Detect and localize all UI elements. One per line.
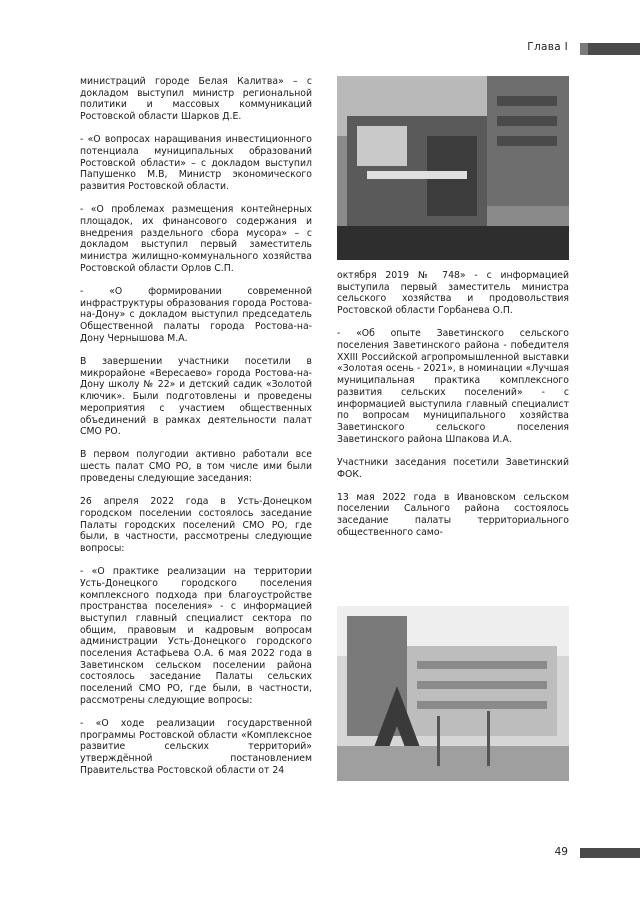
paragraph: - «Об опыте Заветинского сельского поселения Заветинского района - победителя XXIII Российской агропромышленной выставки «Золотая осень - 2021», в номинации «Лучшая муниципальная практика комплексного развития сельских поселений» - с информацией выступила главный специалист по вопросам муниципального хозяйства Заветинского сельского поселения Заветинского района Шпакова И.А. bbox=[337, 328, 569, 445]
paragraph: - «О проблемах размещения контейнерных площадок, их финансового содержания и внедрения раздельного сбора мусора» – с докладом выступил первый заместитель министра жилищно-коммунального хозяйства Ростовской области Орлов С.П. bbox=[80, 204, 312, 274]
paragraph: Участники заседания посетили Заветинский ФОК. bbox=[337, 456, 569, 480]
right-text-column bbox=[337, 270, 569, 550]
paragraph: В завершении участники посетили в микрорайоне «Вересаево» города Ростова-на-Дону школу № 22» и детский садик «Золотой ключик». Были подготовлены и проведены мероприятия с участием общественных объединений в рамках деятельности палат СМО РО. bbox=[80, 356, 312, 438]
paragraph: В первом полугодии активно работали все шесть палат СМО РО, в том числе ими были проведены следующие заседания: bbox=[80, 449, 312, 484]
left-text-column bbox=[80, 76, 312, 788]
paragraph: - «О практике реализации на территории Усть-Донецкого городского поселения комплексного подхода при благоустройстве пространства поселения» - с информацией выступил главный специалист сектора по общим, правовым и кадровым вопросам администрации Усть-Донецкого городского поселения Астафьева О.А. 6 мая 2022 года в Заветинском сельском поселении района состоялось заседание Палаты сельских поселений СМО РО, где были, в частности, рассмотрены следующие вопросы: bbox=[80, 566, 312, 706]
paragraph: - «О формировании современной инфраструктуры образования города Ростова-на-Дону» с докладом выступил председатель Общественной палаты города Ростова-на-Дону Чернышова М.А. bbox=[80, 286, 312, 344]
building-photo-top bbox=[337, 76, 569, 260]
paragraph: - «О ходе реализации государственной программы Ростовской области «Комплексное развитие сельских территорий» утверждённой постановлением Правительства Ростовской области от 24 bbox=[80, 718, 312, 776]
paragraph: 13 мая 2022 года в Ивановском сельском поселении Сального района состоялось заседание палаты территориального общественного само- bbox=[337, 491, 569, 538]
footer-accent-bar bbox=[580, 848, 640, 858]
paragraph: октября 2019 № 748» - с информацией выступила первый заместитель министра сельского хозяйства и продовольствия Ростовской области Горбанева О.П. bbox=[337, 270, 569, 317]
paragraph: - «О вопросах наращивания инвестиционного потенциала муниципальных образований Ростовской области» – с докладом выступил Папушенко М.В, Министр экономического развития Ростовской области. bbox=[80, 134, 312, 193]
chapter-label: Глава I bbox=[527, 41, 568, 53]
building-photo-bottom bbox=[337, 606, 569, 781]
header-accent-bar bbox=[580, 43, 640, 55]
paragraph: министраций городе Белая Калитва» – с докладом выступил министр региональной политики и массовых коммуникаций Ростовской области Шарков Д.Е. bbox=[80, 76, 312, 123]
page-number: 49 bbox=[554, 846, 568, 858]
paragraph: 26 апреля 2022 года в Усть-Донецком городском поселении состоялось заседание Палаты городских поселений СМО РО, где были, в частности, рассмотрены следующие вопросы: bbox=[80, 496, 312, 554]
